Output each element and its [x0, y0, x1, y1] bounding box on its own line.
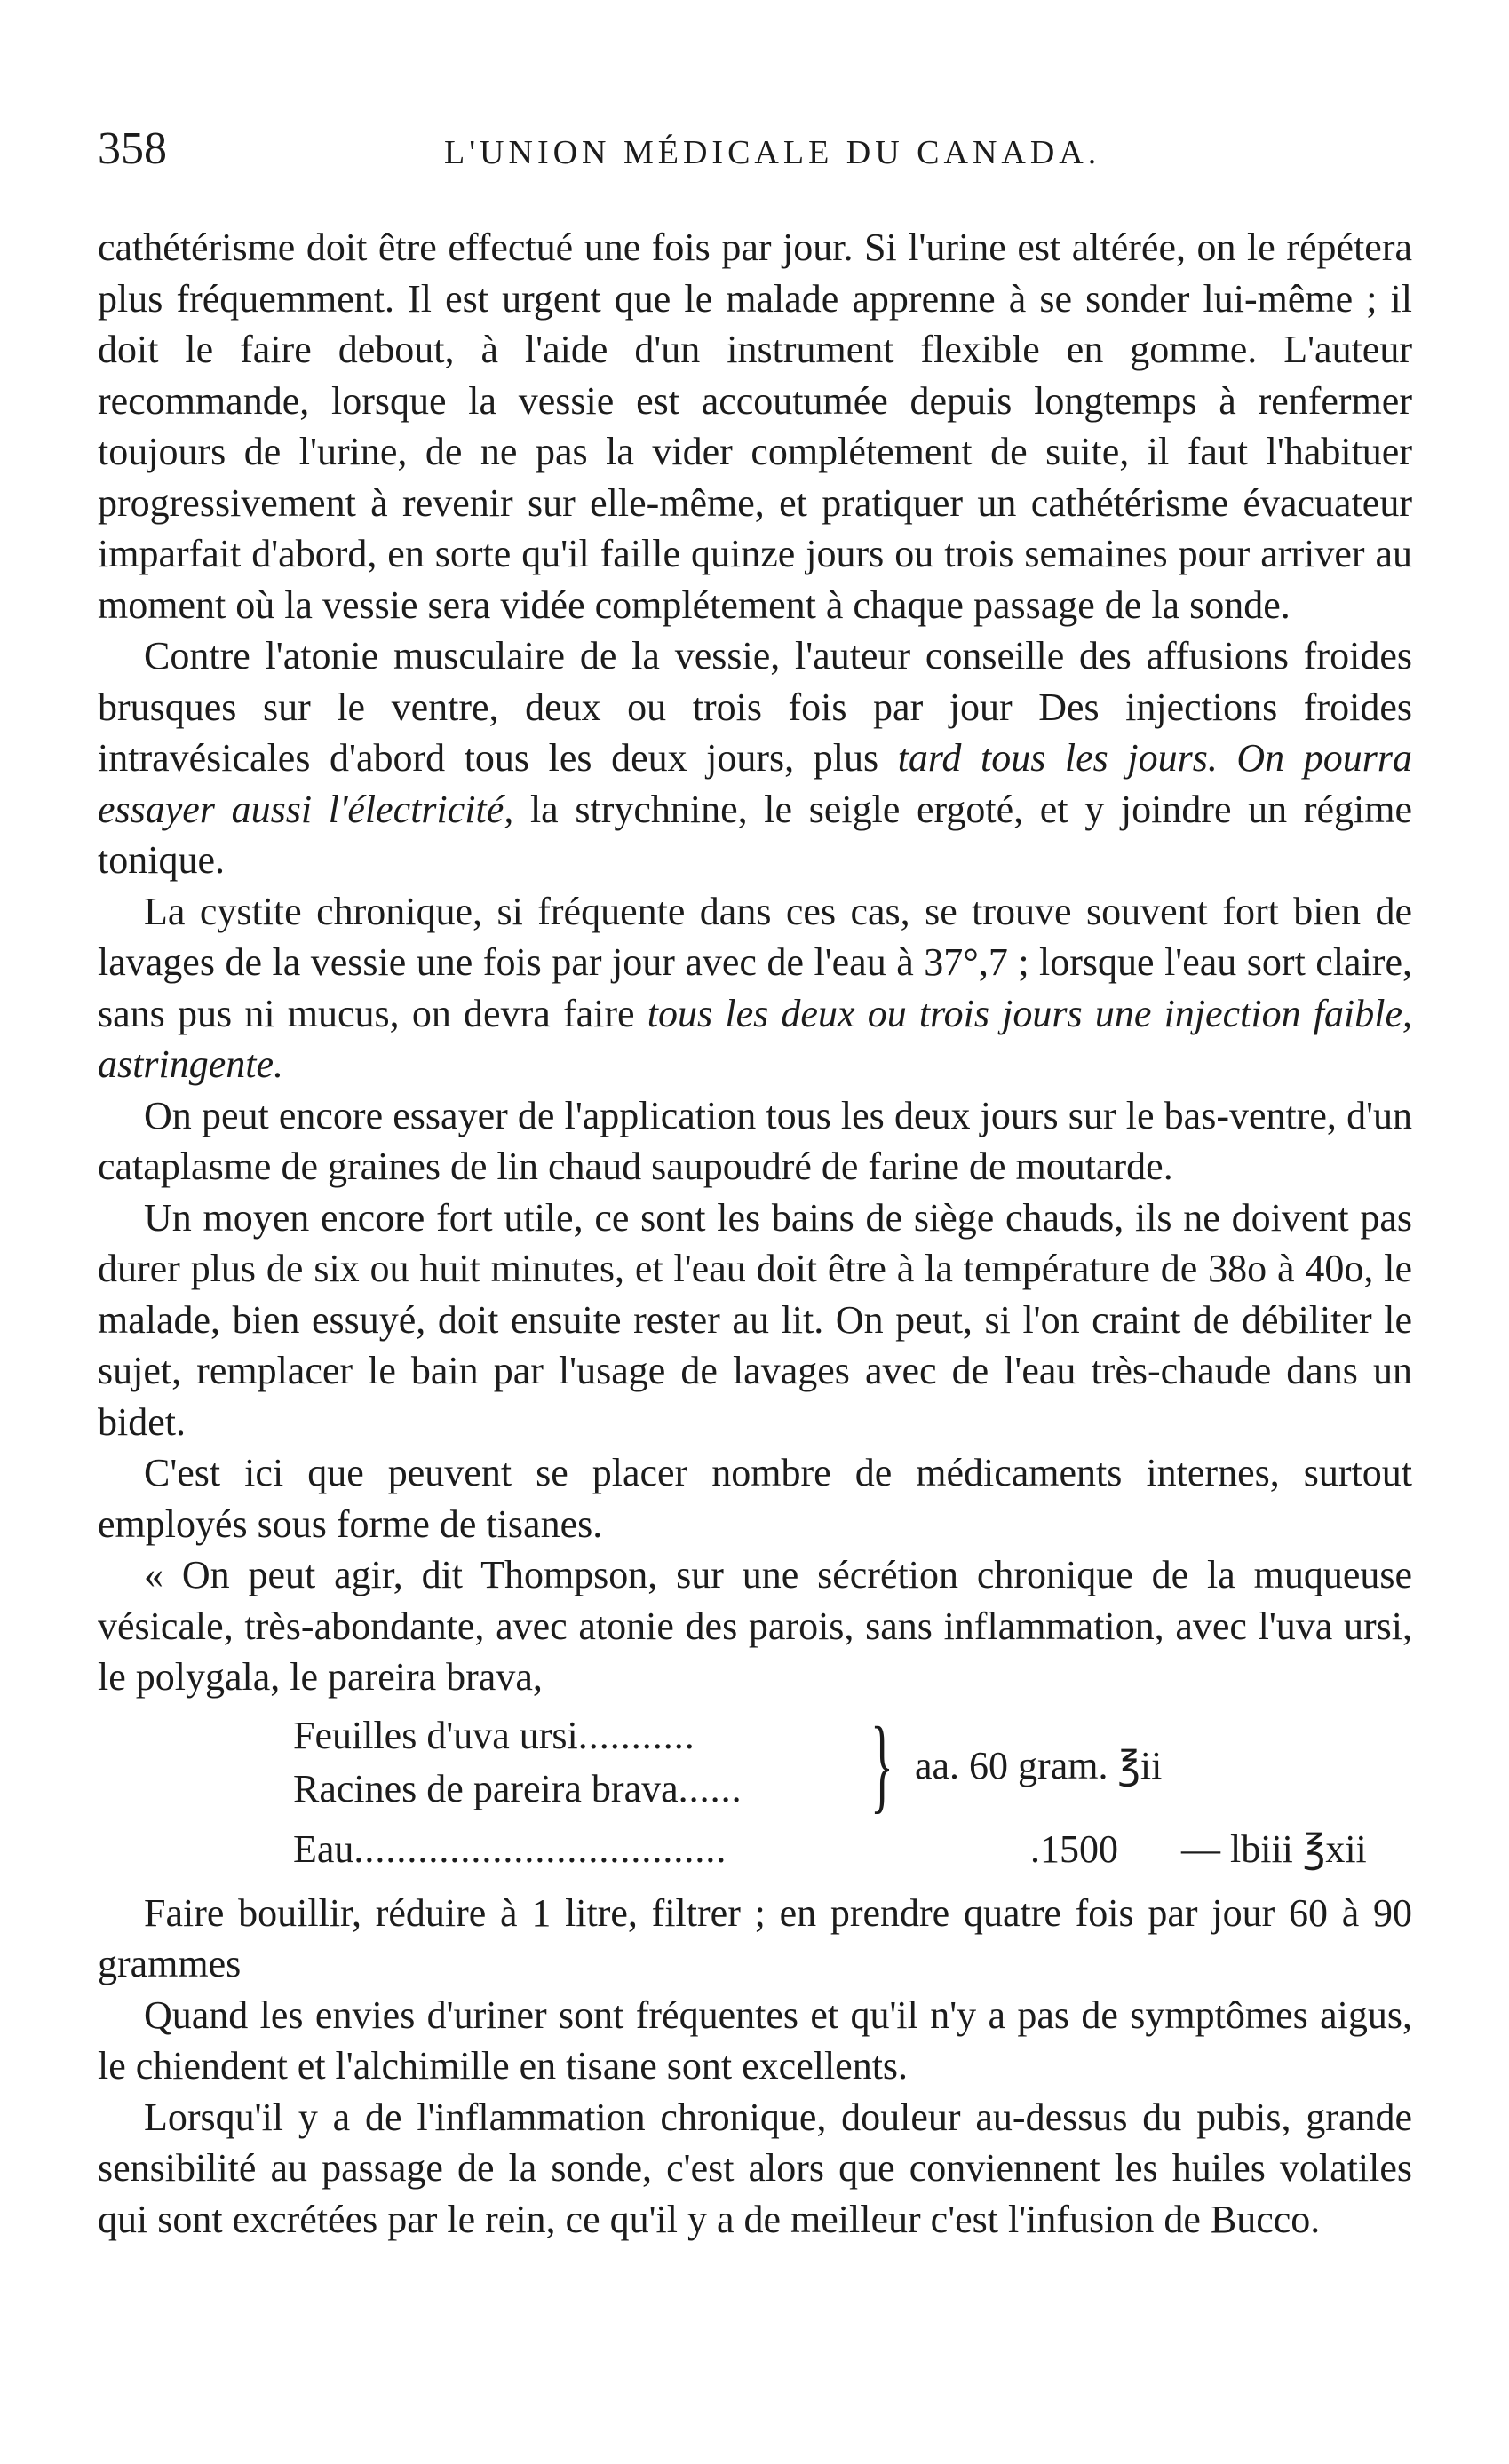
italic-text: tous les deux ou trois jours une injection faible, astringente. — [98, 991, 1412, 1086]
body-text — [98, 222, 1412, 2245]
paragraph-text: Contre l'atonie musculaire de la vessie, l'auteur conseille des affusions froides brusques sur le ventre, deux ou trois fois par jour Des injections froides intravésicales d'abord tous les deux jours, plus — [98, 634, 1412, 780]
formula-leader-dots: ........... — [577, 1713, 695, 1757]
page-header — [98, 123, 1412, 194]
paragraph-text: « On peut agir, dit Thompson, sur une sécrétion chronique de la muqueuse vésicale, très-abondante, avec atonie des parois, sans inflammation, avec l'uva ursi, le polygala, le pareira brava, — [98, 1553, 1412, 1699]
paragraph — [98, 1888, 1412, 1990]
paragraph-text: cathétérisme doit être effectué une fois par jour. Si l'urine est altérée, on le répétera plus fréquemment. Il est urgent que le malade apprenne à se sonder lui-même ; il doit le faire debout, à l'aide d'un instrument flexible en gomme. L'auteur recommande, lorsque la vessie est accoutumée depuis longtemps à renfermer toujours de l'urine, de ne pas la vider complétement de suite, il faut l'habituer progressivement à revenir sur elle-même, et pratiquer un cathétérisme évacuateur imparfait d'abord, en sorte qu'il faille quinze jours ou trois semaines pour arriver au moment où la vessie sera vidée complétement à chaque passage de la sonde. — [98, 226, 1412, 627]
formula-row-pareira — [293, 1763, 743, 1815]
paragraph-text: Faire bouillir, réduire à 1 litre, filtrer ; en prendre quatre fois par jour 60 à 90 grammes — [98, 1890, 1412, 1985]
paragraph — [98, 222, 1412, 630]
paragraph-text: Quand les envies d'uriner sont fréquentes et qu'il n'y a pas de symptômes aigus, le chiendent et l'alchimille en tisane sont excellents. — [98, 1993, 1412, 2088]
formula-brace: } — [870, 1704, 893, 1823]
paragraph — [98, 1447, 1412, 1549]
paragraph — [98, 2092, 1412, 2246]
paragraph — [98, 1090, 1412, 1192]
paragraph — [98, 1549, 1412, 1703]
paragraph-text: On peut encore essayer de l'application tous les deux jours sur le bas-ventre, d'un cataplasme de graines de lin chaud saupoudré de farine de moutarde. — [98, 1093, 1412, 1188]
italic-text: tard tous les jours. On pourra essayer aussi l'électricité, — [98, 736, 1412, 831]
formula-ingredient: Feuilles d'uva ursi — [293, 1713, 578, 1757]
formula-ingredient: Eau — [293, 1826, 354, 1871]
running-head: L'UNION MÉDICALE DU CANADA. — [444, 134, 1101, 171]
formula-ingredient: Racines de pareira brava — [293, 1766, 679, 1810]
page-number: 358 — [98, 123, 167, 174]
paragraph-text: Lorsqu'il y a de l'inflammation chronique, douleur au-dessus du pubis, grande sensibilité au passage de la sonde, c'est alors que conviennent les huiles volatiles qui sont excrétées par le rein, ce qu'il y a de meilleur c'est l'infusion de Bucco. — [98, 2095, 1412, 2241]
formula-row-uva-ursi — [293, 1710, 695, 1762]
paragraph — [98, 1990, 1412, 2092]
paragraph-text: C'est ici que peuvent se placer nombre de médicaments internes, surtout employés sous forme de tisanes. — [98, 1451, 1412, 1546]
formula-leader-dots: ...... — [678, 1766, 743, 1810]
paragraph-text: la strychnine, le seigle ergoté, et y joindre un régime tonique. — [98, 787, 1412, 882]
paragraph — [98, 630, 1412, 886]
formula-dose: aa. 60 gram. ℥ii — [915, 1743, 1163, 1787]
formula-water-amount: .1500 — [1030, 1826, 1118, 1871]
formula-leader-dots: ................................... — [353, 1826, 727, 1871]
paragraph — [98, 1192, 1412, 1448]
formula — [293, 1704, 1403, 1875]
paragraphs-before-formula — [98, 222, 1412, 1703]
paragraphs-after-formula — [98, 1888, 1412, 2246]
paragraph-text: Un moyen encore fort utile, ce sont les bains de siège chauds, ils ne doivent pas durer plus de six ou huit minutes, et l'eau doit être à la température de 38o à 40o, le malade, bien essuyé, doit ensuite rester au lit. On peut, si l'on craint de débiliter le sujet, remplacer le bain par l'usage de lavages avec de l'eau très-chaude dans un bidet. — [98, 1195, 1412, 1444]
paragraph — [98, 886, 1412, 1090]
formula-water-equivalent: — lbiii ℥xii — [1181, 1826, 1367, 1871]
paragraph-text: La cystite chronique, si fréquente dans ces cas, se trouve souvent fort bien de lavages de la vessie une fois par jour avec de l'eau à 37°,7 ; lorsque l'eau sort claire, sans pus ni mucus, on devra faire — [98, 889, 1412, 1035]
